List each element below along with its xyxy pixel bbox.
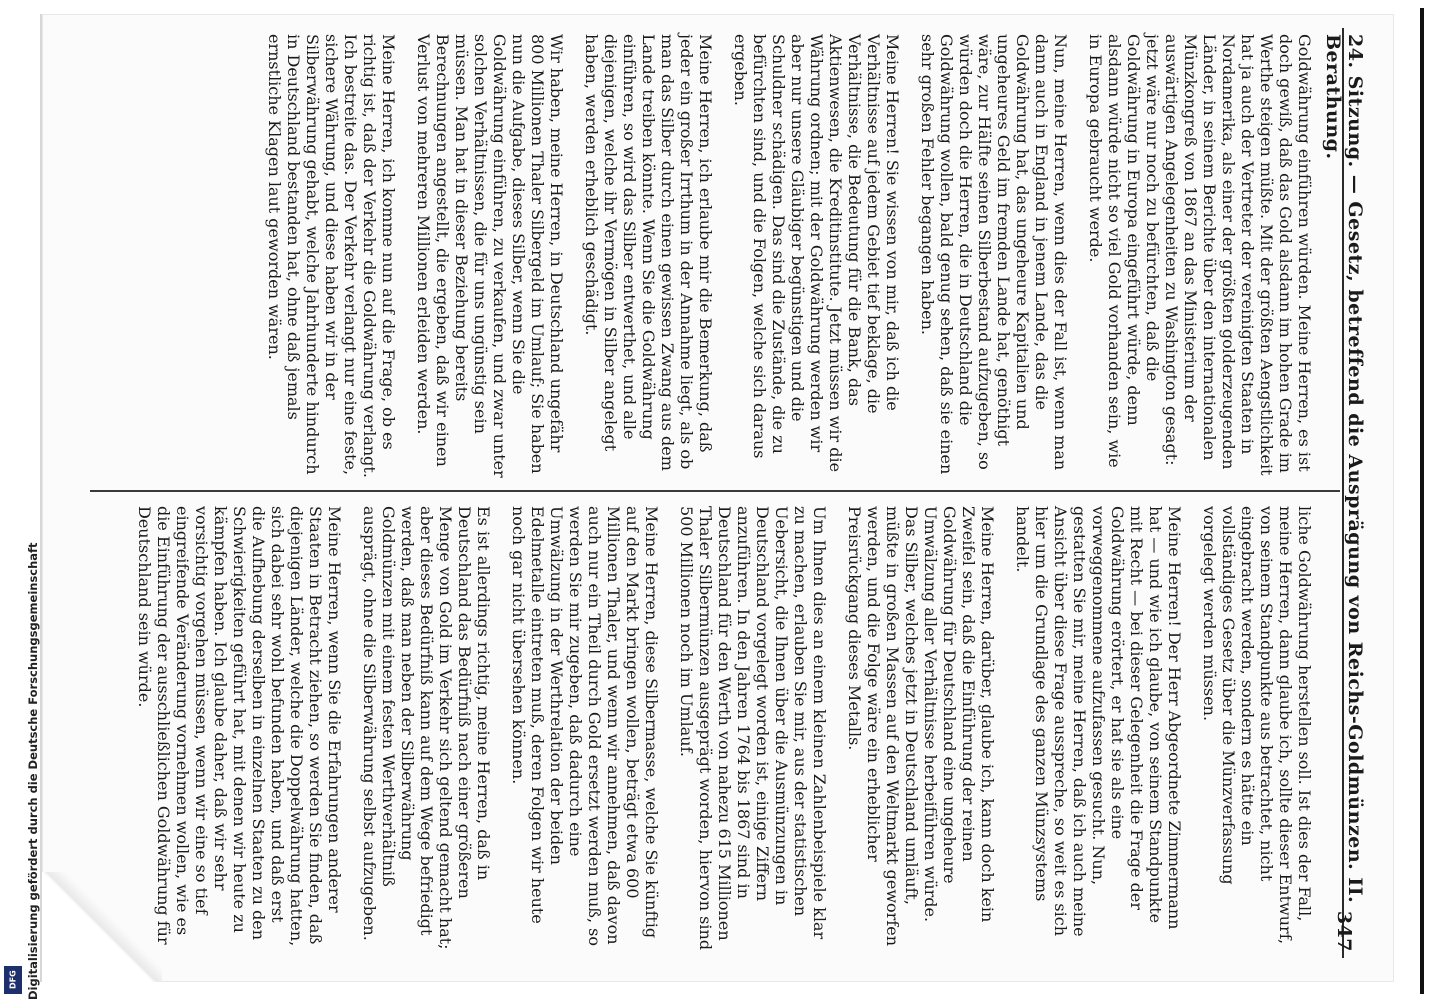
dfg-logo-icon: DFG xyxy=(4,966,22,994)
column-right xyxy=(96,26,1336,488)
paragraph: Es ist allerdings richtig, meine Herren, daß in Deutschland das Bedürfniß nach einer größeren Menge von Gold im Verkehr sich geltend gemacht hat; aber dieses Bedürfniß kann auf dem Wege befriedigt werden, daß man neben der Silberwährung Goldmünzen mit einem festen Werthverhältniß ausprägt, ohne die Silberwährung selbst aufzugeben. xyxy=(360,506,493,950)
paragraph: Meine Herren, diese Silbermasse, welche Sie künftig auf den Markt bringen wollen, beträgt etwa 600 Millionen Thaler, und wenn wir annehmen, daß davon auch nur ein Theil durch Gold ersetzt werden muß, so werden Sie mir zugeben, daß dadurch eine Umwälzung in der Werthrelation der beiden Edelmetalle eintreten muß, deren Folgen wir heute noch gar nicht übersehen können. xyxy=(509,506,661,946)
header-title: 24. Sitzung. — Gesetz, betreffend die Ausprägung von Reichs-Goldmünzen. II. Berathung. xyxy=(1322,34,1366,904)
column-left xyxy=(96,498,1336,960)
paragraph: Meine Herren, ich komme nun auf die Frage, ob es richtig ist, daß der Verkehr die Goldwährung verlangt. Ich bestreite das. Der Verkehr verlangt nur eine feste, sichere Währung, und diese haben wir in der Silberwährung gehabt, welche Jahrhunderte hindurch in Deutschland bestanden hat, ohne daß jemals ernstliche Klagen laut geworden wären. xyxy=(265,34,398,478)
column-divider xyxy=(90,490,1340,492)
paragraph: Meine Herren, darüber, glaube ich, kann doch kein Zweifel sein, daß die Einführung der reinen Goldwährung für Deutschland eine ungeheure Umwälzung aller Verhältnisse herbeiführen würde. Das Silber, welches jetzt in Deutschland umläuft, müßte in großen Massen auf den Weltmarkt geworfen werden, und die Folge wäre ein erheblicher Preisrückgang dieses Metalls. xyxy=(845,506,997,946)
paragraph: Meine Herren, ich erlaube mir die Bemerkung, daß jeder ein großer Irrthum in der Annahme liegt, als ob man das Silber durch einen gewissen Zwang aus dem Lande treiben könnte. Wenn Sie die Goldwährung einführen, so wird das Silber entwerthet, und alle diejenigen, welche ihr Vermögen in Silber angelegt haben, werden erheblich geschädigt. xyxy=(582,34,715,471)
paragraph: Meine Herren! Der Herr Abgeordnete Zimmermann hat — und wie ich glaube, von seinem Standpunkte mit Recht — bei dieser Gelegenheit die Frage der Goldwährung erörtert, er hat sie als eine vorweggenommene aufzufassen gesucht. Nun, gestatten Sie mir, meine Herren, daß ich auch meine Ansicht über diese Frage ausspreche, so weit es sich hier um die Grundlage des ganzen Münzsystems handelt. xyxy=(1013,506,1184,937)
paragraph: Um Ihnen dies an einem kleinen Zahlenbeispiele klar zu machen, erlauben Sie mir, aus der statistischen Uebersicht, die Ihnen über die Ausmünzungen in Deutschland vorgelegt worden ist, einige Ziffern anzuführen. In den Jahren 1764 bis 1867 sind in Deutschland für den Werth von nahezu 615 Millionen Thaler Silbermünzen ausgeprägt worden, hiervon sind 500 Millionen noch im Umlauf. xyxy=(677,506,829,951)
paragraph: Meine Herren! Sie wissen von mir, daß ich die Verhältnisse auf jedem Gebiet tief beklage, die Verhältnisse, die Bedeutung für die Bank, das Aktienwesen, die Kreditinstitute. Jetzt müssen wir die Währung ordnen; mit der Goldwährung werden wir aber nur unsere Gläubiger begünstigen und die Schuldner schädigen. Das sind die Zustände, die zu befürchten sind, und die Folgen, welche sich daraus ergeben. xyxy=(731,34,902,473)
paragraph: Wir haben, meine Herren, in Deutschland ungefähr 800 Millionen Thaler Silbergeld im Umlauf; Sie haben nun die Aufgabe, dieses Silber, wenn Sie die Goldwährung einführen, zu verkaufen, und zwar unter solchen Verhältnissen, die für uns ungünstig sein müssen. Man hat in dieser Beziehung bereits Berechnungen angestellt, die ergeben, daß wir einen Verlust von mehreren Millionen erleiden werden. xyxy=(414,34,566,478)
page-edge xyxy=(1420,8,1424,994)
digitization-credit xyxy=(0,542,40,1000)
credit-text: Digitalisierung gefördert durch die Deutsche Forschungsgemeinschaft xyxy=(26,542,40,1000)
running-header xyxy=(1322,28,1384,958)
paragraph: Meine Herren, wenn Sie die Erfahrungen anderer Staaten in Betracht ziehen, so werden Sie finden, daß diejenigen Länder, welche die Doppelwährung hatten, sich dabei sehr wohl befunden haben, und daß erst die Aufhebung derselben in einzelnen Staaten zu den Schwierigkeiten geführt hat, mit denen wir heute zu kämpfen haben. Ich glaube daher, daß wir sehr vorsichtig vorgehen müssen, wenn wir eine so tief eingreifende Veränderung vornehmen wollen, wie es die Einführung der ausschließlichen Goldwährung für Deutschland sein würde. xyxy=(135,506,344,947)
paragraph: Nun, meine Herren, wenn dies der Fall ist, wenn man dann auch in England in jenem Lande, das die Goldwährung hat, das ungeheure Kapitalien und ungeheures Geld im fremden Lande hat, genöthigt wäre, zur Hälfte seinen Silberbestand aufzugeben, so würden doch die Herren, die in Deutschland die Goldwährung wollen, bald genug sehen, daß sie einen sehr großen Fehler begangen haben. xyxy=(918,34,1070,475)
paragraph: liche Goldwährung herstellen soll. Ist dies der Fall, meine Herren, dann glaube ich, sollte dieser Entwurf, von seinem Standpunkte aus betrachtet, nicht eingebracht werden, sondern es hätte ein vollständiges Gesetz über die Münzverfassung vorgelegt werden müssen. xyxy=(1200,506,1314,945)
paragraph: Goldwährung einführen würden. Meine Herren, es ist doch gewiß, daß das Gold alsdann im hohen Grade im Werthe steigen müßte. Mit der größten Aengstlichkeit hat ja auch der Vertreter der vereinigten Staaten in Nordamerika, als einer der größten golderzeugenden Länder, in seinem Berichte über den internationalen Münzkongreß von 1867 an das Ministerium der auswärtigen Angelegenheiten zu Washington gesagt: jetzt wäre nur noch zu befürchten, daß die Goldwährung in Europa eingeführt würde, denn alsdann würde nicht so viel Gold vorhanden sein, wie in Europa gebraucht werde. xyxy=(1086,34,1314,476)
page-number: 347 xyxy=(1333,910,1355,952)
